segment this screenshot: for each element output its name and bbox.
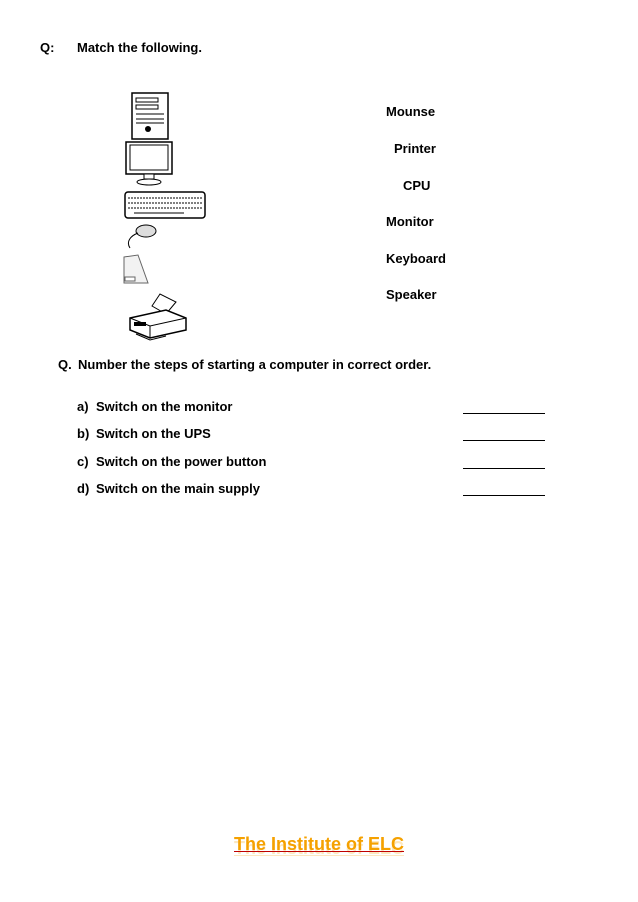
step-letter: b) [77,426,90,441]
match-word-cpu: CPU [403,178,431,193]
answer-blank[interactable] [463,413,545,414]
match-word-printer: Printer [394,141,436,156]
q2-label: Q. [58,357,72,372]
step-text: Switch on the power button [96,454,267,469]
match-word-monitor: Monitor [386,214,434,229]
step-letter: d) [77,481,90,496]
step-text: Switch on the monitor [96,399,233,414]
mouse-icon [124,222,160,250]
answer-blank[interactable] [463,440,545,441]
monitor-icon [124,141,174,187]
answer-blank[interactable] [463,468,545,469]
answer-blank[interactable] [463,495,545,496]
match-word-speaker: Speaker [386,287,437,302]
step-letter: c) [77,454,89,469]
footer-institute-name: The Institute of ELC [234,834,404,854]
q1-label: Q: [40,40,55,55]
cpu-tower-icon [130,92,170,140]
step-text: Switch on the UPS [96,426,211,441]
step-letter: a) [77,399,89,414]
match-word-mounse: Mounse [386,104,436,119]
speaker-icon [120,253,152,287]
keyboard-icon [124,190,206,220]
printer-icon [126,292,190,344]
match-word-keyboard: Keyboard [386,251,446,266]
q1-title: Match the following. [77,40,202,55]
q2-title: Number the steps of starting a computer in correct order. [78,357,432,372]
step-text: Switch on the main supply [96,481,260,496]
